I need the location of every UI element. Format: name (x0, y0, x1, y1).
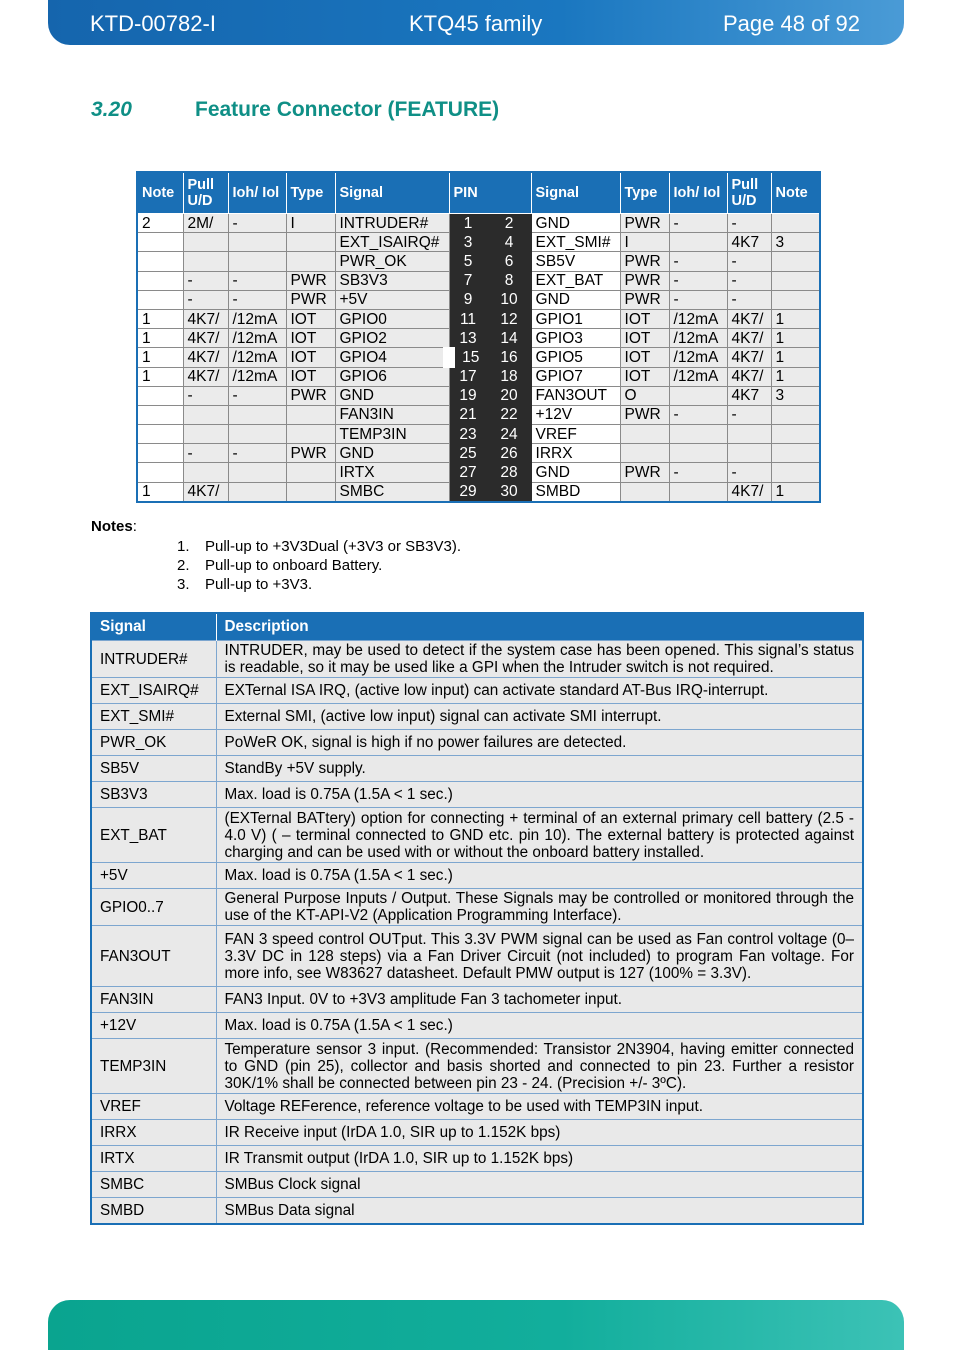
table-cell: - (727, 290, 771, 309)
pin-number: 14 (487, 329, 531, 348)
signal-description: (EXTernal BATtery) option for connecting + terminal of an external primary cell battery (2.5 - 4.0 V) ( – terminal connected to GND etc. pin 10). The external battery is protected against charging and can be used with or without the onboard battery installed. (216, 808, 863, 863)
table-cell: 2M/ (183, 214, 228, 233)
pin-table-row (137, 386, 820, 405)
signal-name: SMBD (91, 1198, 216, 1224)
table-cell (183, 233, 228, 252)
table-cell: 4K7/ (183, 348, 228, 367)
pin-number: 17 (449, 367, 487, 386)
table-cell: IOT (620, 348, 669, 367)
table-cell: PWR (286, 444, 335, 463)
pin-number: 27 (449, 463, 487, 482)
signal-description: FAN 3 speed control OUTput. This 3.3V PWM signal can be used as Fan control voltage (0–3.3V DC in 128 steps) via a Fan Driver Circuit (not included) to program Fan voltage. For more info, see W83627 datasheet. Default PMW output is 127 (100% = 3.3V). (216, 926, 863, 987)
table-cell: - (183, 271, 228, 290)
page-number: Page 48 of 92 (723, 11, 861, 36)
table-cell (286, 425, 335, 444)
pin-number: 10 (487, 290, 531, 309)
table-cell (286, 252, 335, 271)
table-cell (228, 482, 286, 502)
table-cell (771, 252, 820, 271)
signal-name: IRRX (91, 1120, 216, 1146)
table-cell: GND (335, 444, 449, 463)
signal-name: SB5V (91, 756, 216, 782)
table-cell: GPIO6 (335, 367, 449, 386)
table-cell: EXT_BAT (531, 271, 620, 290)
table-cell: EXT_SMI# (531, 233, 620, 252)
notes-heading: Notes: (91, 518, 137, 535)
signal-name: EXT_ISAIRQ# (91, 678, 216, 704)
table-cell (286, 405, 335, 424)
table-cell: - (669, 405, 727, 424)
table-cell (183, 425, 228, 444)
table-cell (620, 444, 669, 463)
table-cell: 4K7 (727, 233, 771, 252)
desc-table-row (91, 808, 863, 863)
table-cell: /12mA (669, 309, 727, 328)
col-header: Pull U/D (183, 172, 228, 214)
table-cell: /12mA (669, 367, 727, 386)
pin-number: 18 (487, 367, 531, 386)
pin-table-row (137, 233, 820, 252)
table-cell (137, 386, 183, 405)
table-cell: 1 (771, 482, 820, 502)
desc-table-row (91, 1013, 863, 1039)
table-cell: IOT (286, 309, 335, 328)
table-cell (727, 425, 771, 444)
table-cell: +12V (531, 405, 620, 424)
pin-table-row (137, 425, 820, 444)
pin-table (136, 171, 821, 503)
table-cell: 1 (771, 309, 820, 328)
table-cell: SMBD (531, 482, 620, 502)
pin-table-row (137, 463, 820, 482)
signal-name: SMBC (91, 1172, 216, 1198)
table-cell (669, 386, 727, 405)
signal-name: FAN3OUT (91, 926, 216, 987)
table-cell: - (183, 290, 228, 309)
pin-number: 24 (487, 425, 531, 444)
pin-number: 25 (449, 444, 487, 463)
pin-number: 16 (487, 348, 531, 367)
table-cell: IRTX (335, 463, 449, 482)
table-cell: GND (531, 290, 620, 309)
signal-name: INTRUDER# (91, 641, 216, 678)
table-cell: IOT (286, 329, 335, 348)
table-cell: - (228, 444, 286, 463)
doc-id: KTD-00782-I (90, 11, 216, 36)
table-cell (183, 405, 228, 424)
table-cell (228, 463, 286, 482)
table-cell (771, 290, 820, 309)
pin-number: 23 (449, 425, 487, 444)
col-header: PIN (449, 172, 531, 214)
table-cell: 4K7/ (727, 309, 771, 328)
table-cell: EXT_ISAIRQ# (335, 233, 449, 252)
table-cell: 1 (137, 367, 183, 386)
table-cell (669, 425, 727, 444)
signal-description: Max. load is 0.75A (1.5A < 1 sec.) (216, 782, 863, 808)
signal-name: SB3V3 (91, 782, 216, 808)
table-cell (137, 444, 183, 463)
table-cell: PWR (286, 290, 335, 309)
table-cell (137, 425, 183, 444)
section-number: 3.20 (91, 98, 132, 121)
table-cell (286, 233, 335, 252)
desc-table-row (91, 1172, 863, 1198)
pin-number: 7 (449, 271, 487, 290)
signal-description: INTRUDER, may be used to detect if the system case has been opened. This signal’s status is readable, so it may be used like a GPI when the Intruder switch is not required. (216, 641, 863, 678)
pin-number: 2 (487, 214, 531, 233)
signal-name: TEMP3IN (91, 1039, 216, 1094)
table-cell: - (669, 214, 727, 233)
table-cell (228, 425, 286, 444)
note-item: 2. Pull-up to onboard Battery. (177, 557, 383, 574)
table-cell: IOT (620, 309, 669, 328)
table-cell: PWR (620, 405, 669, 424)
pin-table-row (137, 290, 820, 309)
pin-number: 1 (449, 214, 487, 233)
table-cell: GND (531, 463, 620, 482)
table-cell: IOT (286, 348, 335, 367)
table-cell: PWR (620, 463, 669, 482)
pin-table-row (137, 329, 820, 348)
pin-number: 12 (487, 309, 531, 328)
table-cell: - (183, 444, 228, 463)
pin-table-row (137, 482, 820, 502)
signal-description: FAN3 Input. 0V to +3V3 amplitude Fan 3 tachometer input. (216, 987, 863, 1013)
table-cell: PWR_OK (335, 252, 449, 271)
table-cell: - (727, 405, 771, 424)
table-cell (771, 405, 820, 424)
pin-number: 8 (487, 271, 531, 290)
table-cell (228, 233, 286, 252)
note-item: 1. Pull-up to +3V3Dual (+3V3 or SB3V3). (177, 538, 461, 555)
pin-number: 5 (449, 252, 487, 271)
pin-number: 30 (487, 482, 531, 502)
pin-table-row (137, 405, 820, 424)
note-item: 3. Pull-up to +3V3. (177, 576, 313, 593)
table-cell (137, 252, 183, 271)
signal-description: Max. load is 0.75A (1.5A < 1 sec.) (216, 863, 863, 889)
table-cell (228, 252, 286, 271)
table-cell: 1 (137, 329, 183, 348)
table-cell: +5V (335, 290, 449, 309)
table-cell: PWR (620, 271, 669, 290)
table-cell: - (669, 290, 727, 309)
table-cell: /12mA (228, 367, 286, 386)
table-cell: 4K7/ (183, 482, 228, 502)
table-cell (137, 405, 183, 424)
desc-table-row (91, 987, 863, 1013)
table-cell: FAN3OUT (531, 386, 620, 405)
table-cell: 4K7/ (183, 309, 228, 328)
table-cell: 1 (137, 482, 183, 502)
table-cell (771, 214, 820, 233)
table-cell: - (228, 386, 286, 405)
pin-number: 9 (449, 290, 487, 309)
desc-table-row (91, 678, 863, 704)
table-cell: /12mA (669, 348, 727, 367)
page-footer-band (48, 1300, 904, 1350)
table-cell: - (228, 214, 286, 233)
pin-number: 13 (449, 329, 487, 348)
table-cell: PWR (286, 271, 335, 290)
signal-name: IRTX (91, 1146, 216, 1172)
table-cell: 1 (771, 329, 820, 348)
desc-table-row (91, 641, 863, 678)
pin-number: 26 (487, 444, 531, 463)
page-header (48, 0, 904, 45)
signal-description: PoWeR OK, signal is high if no power failures are detected. (216, 730, 863, 756)
table-cell (286, 463, 335, 482)
table-cell: - (669, 463, 727, 482)
pin-number: 15 (449, 348, 487, 367)
pin-table-row (137, 271, 820, 290)
table-cell: TEMP3IN (335, 425, 449, 444)
table-cell: GPIO0 (335, 309, 449, 328)
pin-table-row (137, 348, 820, 367)
table-cell (771, 425, 820, 444)
section-title: Feature Connector (FEATURE) (195, 98, 500, 121)
table-cell: PWR (620, 252, 669, 271)
pin-table-row (137, 444, 820, 463)
signal-name: FAN3IN (91, 987, 216, 1013)
col-header: Pull U/D (727, 172, 771, 214)
table-cell: 4K7/ (727, 482, 771, 502)
table-cell: /12mA (228, 309, 286, 328)
table-cell: 1 (771, 348, 820, 367)
table-cell: - (183, 386, 228, 405)
col-header: Ioh/ Iol (228, 172, 286, 214)
table-cell (620, 482, 669, 502)
col-header: Note (137, 172, 183, 214)
table-cell (727, 444, 771, 463)
pin-number: 4 (487, 233, 531, 252)
pin-number: 21 (449, 405, 487, 424)
table-cell: 4K7 (727, 386, 771, 405)
table-cell: - (727, 271, 771, 290)
pin-table-row (137, 309, 820, 328)
signal-description-table (90, 612, 864, 1225)
table-cell: 4K7/ (183, 329, 228, 348)
pin-number: 11 (449, 309, 487, 328)
signal-description: Max. load is 0.75A (1.5A < 1 sec.) (216, 1013, 863, 1039)
table-cell: IRRX (531, 444, 620, 463)
table-cell: - (228, 271, 286, 290)
table-cell: SB3V3 (335, 271, 449, 290)
table-cell: GPIO2 (335, 329, 449, 348)
signal-name: PWR_OK (91, 730, 216, 756)
table-cell (137, 233, 183, 252)
table-cell (620, 425, 669, 444)
table-cell: 4K7/ (727, 367, 771, 386)
signal-description: StandBy +5V supply. (216, 756, 863, 782)
table-cell: 1 (771, 367, 820, 386)
table-cell: 1 (137, 348, 183, 367)
pin-number: 19 (449, 386, 487, 405)
signal-name: EXT_SMI# (91, 704, 216, 730)
table-cell: 2 (137, 214, 183, 233)
pin-table-row (137, 214, 820, 233)
signal-description: General Purpose Inputs / Output. These Signals may be controlled or monitored through the use of the KT-API-V2 (Application Programming Interface). (216, 889, 863, 926)
desc-table-row (91, 1094, 863, 1120)
table-cell: SMBC (335, 482, 449, 502)
table-cell: GPIO7 (531, 367, 620, 386)
signal-name: VREF (91, 1094, 216, 1120)
table-cell: - (727, 252, 771, 271)
table-cell (137, 463, 183, 482)
desc-table-row (91, 730, 863, 756)
table-cell: GPIO3 (531, 329, 620, 348)
table-cell: IOT (286, 367, 335, 386)
desc-table-row (91, 926, 863, 987)
pin-table-row (137, 367, 820, 386)
table-cell: GND (531, 214, 620, 233)
signal-description: SMBus Clock signal (216, 1172, 863, 1198)
pin-table-row (137, 252, 820, 271)
desc-table-header-row (91, 613, 863, 641)
pin-number: 20 (487, 386, 531, 405)
table-cell (771, 463, 820, 482)
col-header: Signal (531, 172, 620, 214)
signal-name: GPIO0..7 (91, 889, 216, 926)
desc-table-row (91, 1198, 863, 1224)
table-cell (228, 405, 286, 424)
table-cell: GPIO1 (531, 309, 620, 328)
desc-table-row (91, 889, 863, 926)
table-cell: /12mA (228, 329, 286, 348)
table-cell: /12mA (669, 329, 727, 348)
table-cell: O (620, 386, 669, 405)
col-header: Description (216, 613, 863, 641)
table-cell (286, 482, 335, 502)
table-cell: FAN3IN (335, 405, 449, 424)
table-cell: GPIO5 (531, 348, 620, 367)
product-family: KTQ45 family (409, 11, 543, 36)
desc-table-row (91, 1120, 863, 1146)
pin-table-header-row (137, 172, 820, 214)
table-cell: PWR (286, 386, 335, 405)
table-cell: INTRUDER# (335, 214, 449, 233)
table-cell: VREF (531, 425, 620, 444)
table-cell: PWR (620, 214, 669, 233)
table-cell: - (727, 214, 771, 233)
signal-name: EXT_BAT (91, 808, 216, 863)
table-cell: 3 (771, 233, 820, 252)
table-cell (771, 271, 820, 290)
desc-table-row (91, 863, 863, 889)
table-cell: - (669, 252, 727, 271)
table-cell: 3 (771, 386, 820, 405)
signal-description: SMBus Data signal (216, 1198, 863, 1224)
table-cell: GND (335, 386, 449, 405)
signal-name: +12V (91, 1013, 216, 1039)
table-cell: SB5V (531, 252, 620, 271)
table-cell (183, 252, 228, 271)
signal-description: Temperature sensor 3 input. (Recommended: Transistor 2N3904, having emitter connected to GND (pin 25), collector and basis shorted and connected to pin 23. Further a resistor 30K/1% shall be connected between pin 23 - 24. (Precision +/- 3ºC). (216, 1039, 863, 1094)
table-cell (669, 444, 727, 463)
table-cell (669, 233, 727, 252)
table-cell: GPIO4 (335, 348, 449, 367)
table-cell: /12mA (228, 348, 286, 367)
pin-number: 3 (449, 233, 487, 252)
signal-name: +5V (91, 863, 216, 889)
table-cell: I (620, 233, 669, 252)
col-header: Signal (335, 172, 449, 214)
table-cell: 4K7/ (727, 348, 771, 367)
col-header: Type (286, 172, 335, 214)
table-cell: 4K7/ (727, 329, 771, 348)
table-cell (137, 290, 183, 309)
signal-description: IR Transmit output (IrDA 1.0, SIR up to 1.152K bps) (216, 1146, 863, 1172)
signal-description: IR Receive input (IrDA 1.0, SIR up to 1.152K bps) (216, 1120, 863, 1146)
desc-table-row (91, 704, 863, 730)
table-cell: I (286, 214, 335, 233)
table-cell: - (727, 463, 771, 482)
table-cell: PWR (620, 290, 669, 309)
col-header: Ioh/ Iol (669, 172, 727, 214)
signal-description: Voltage REFerence, reference voltage to be used with TEMP3IN input. (216, 1094, 863, 1120)
table-cell: - (669, 271, 727, 290)
table-cell: IOT (620, 329, 669, 348)
table-cell: - (228, 290, 286, 309)
table-cell: 1 (137, 309, 183, 328)
signal-description: External SMI, (active low input) signal can activate SMI interrupt. (216, 704, 863, 730)
pin-number: 22 (487, 405, 531, 424)
table-cell (771, 444, 820, 463)
desc-table-row (91, 1146, 863, 1172)
table-cell (669, 482, 727, 502)
table-cell: IOT (620, 367, 669, 386)
table-cell (137, 271, 183, 290)
col-header: Signal (91, 613, 216, 641)
col-header: Type (620, 172, 669, 214)
desc-table-row (91, 1039, 863, 1094)
col-header: Note (771, 172, 820, 214)
table-cell (183, 463, 228, 482)
pin-number: 28 (487, 463, 531, 482)
signal-description: EXTernal ISA IRQ, (active low input) can activate standard AT-Bus IRQ-interrupt. (216, 678, 863, 704)
pin-number: 29 (449, 482, 487, 502)
desc-table-row (91, 756, 863, 782)
pin-number: 6 (487, 252, 531, 271)
desc-table-row (91, 782, 863, 808)
table-cell: 4K7/ (183, 367, 228, 386)
